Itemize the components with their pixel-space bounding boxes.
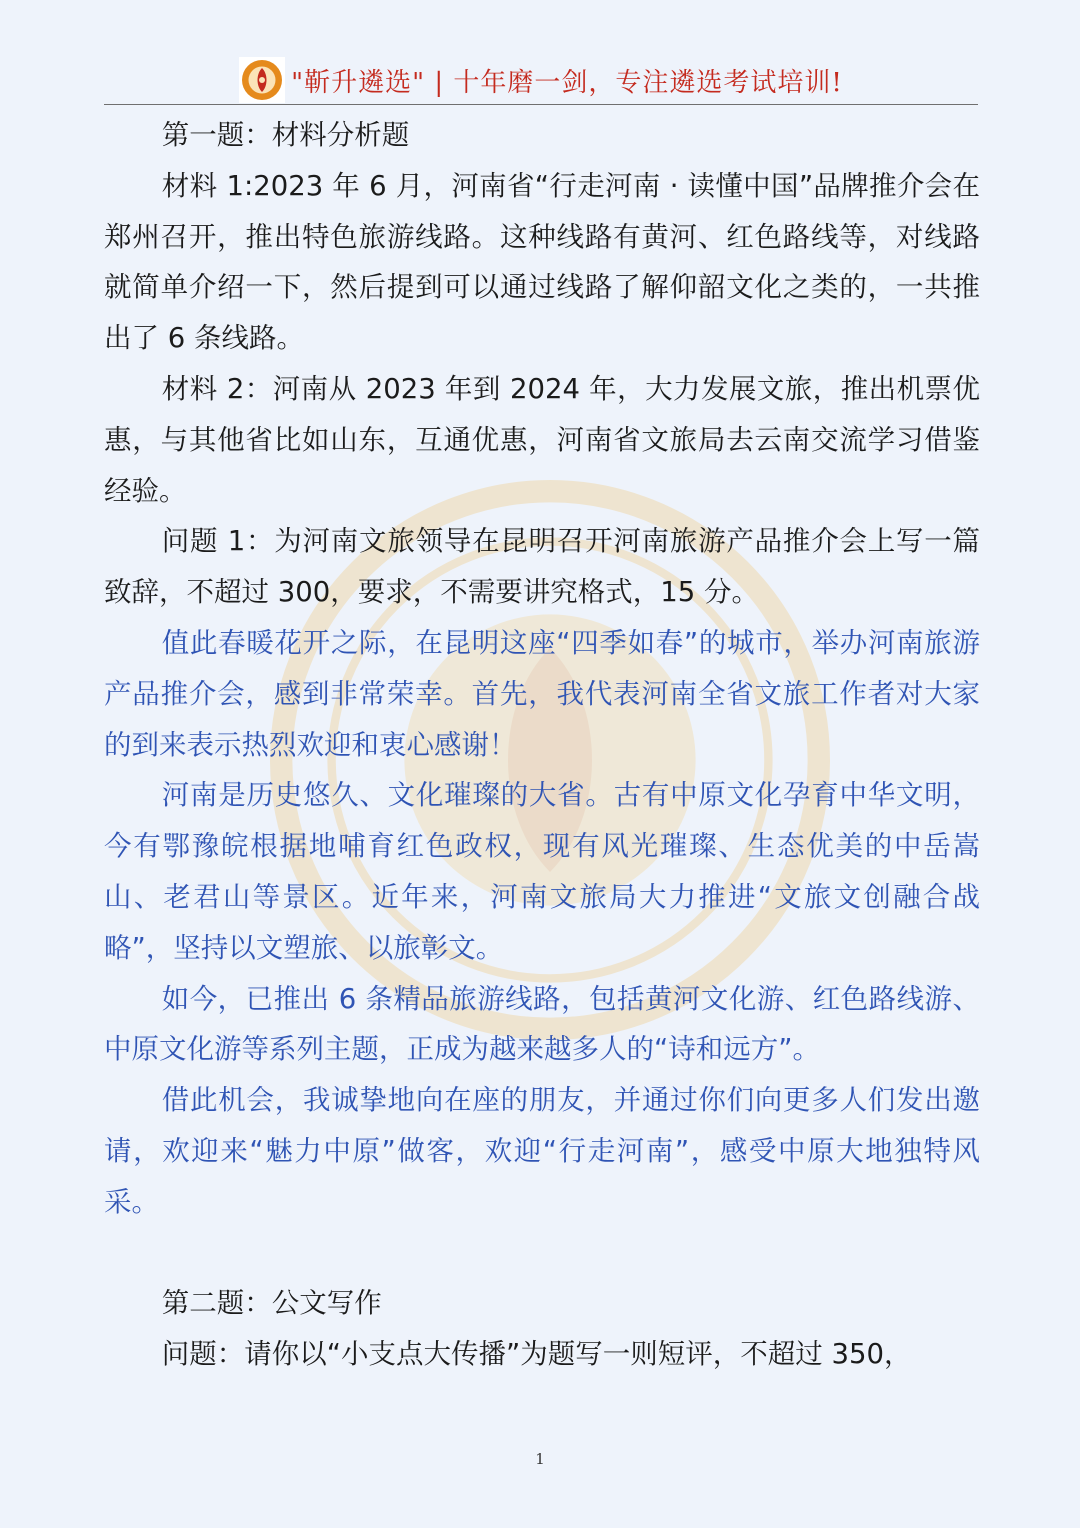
question-two-title: 第二题：公文写作 <box>161 1287 382 1320</box>
question-one-title: 第一题：材料分析题 <box>161 119 410 151</box>
document-body <box>104 110 980 1380</box>
answer-paragraph-2: 河南是历史悠久、文化璀璨的大省。古有中原文化孕育中华文明，今有鄂豫皖根据地哺育红色政权，现有风光璀璨、生态优美的中岳嵩山、老君山等景区。近年来，河南文旅局大力推进“文旅文创融合战略”，坚持以文塑旅、以旅彰文。 <box>104 779 980 964</box>
answer-paragraph-3: 如今，已推出 6 条精品旅游线路，包括黄河文化游、红色路线游、中原文化游等系列主题，正成为越来越多人的“诗和远方”。 <box>104 982 980 1066</box>
page-header <box>104 56 978 105</box>
material-two: 材料 2：河南从 2023 年到 2024 年，大力发展文旅，推出机票优惠，与其他省比如山东，互通优惠，河南省文旅局去云南交流学习借鉴经验。 <box>104 372 980 507</box>
header-slogan: "靳升遴选" | 十年磨一剑，专注遴选考试培训! <box>291 67 843 98</box>
answer-paragraph-1: 值此春暖花开之际，在昆明这座“四季如春”的城市，举办河南旅游产品推介会，感到非常荣幸。首先，我代表河南全省文旅工作者对大家的到来表示热烈欢迎和衷心感谢！ <box>104 626 980 761</box>
page-number: 1 <box>535 1450 545 1468</box>
question-one-prompt: 问题 1：为河南文旅领导在昆明召开河南旅游产品推介会上写一篇致辞，不超过 300，要求，不需要讲究格式，15 分。 <box>104 525 980 609</box>
material-one: 材料 1:2023 年 6 月，河南省“行走河南 · 读懂中国”品牌推介会在郑州召开，推出特色旅游线路。这种线路有黄河、红色路线等，对线路就简单介绍一下，然后提到可以通过线路了解仰韶文化之类的，一共推出了 6 条线路。 <box>104 169 980 355</box>
answer-paragraph-4: 借此机会，我诚挚地向在座的朋友，并通过你们向更多人们发出邀请，欢迎来“魅力中原”做客，欢迎“行走河南”，感受中原大地独特风采。 <box>104 1084 980 1218</box>
paragraph-gap <box>104 1228 980 1279</box>
logo-icon <box>239 57 285 103</box>
question-two-prompt: 问题：请你以“小支点大传播”为题写一则短评，不超过 350， <box>161 1338 912 1371</box>
